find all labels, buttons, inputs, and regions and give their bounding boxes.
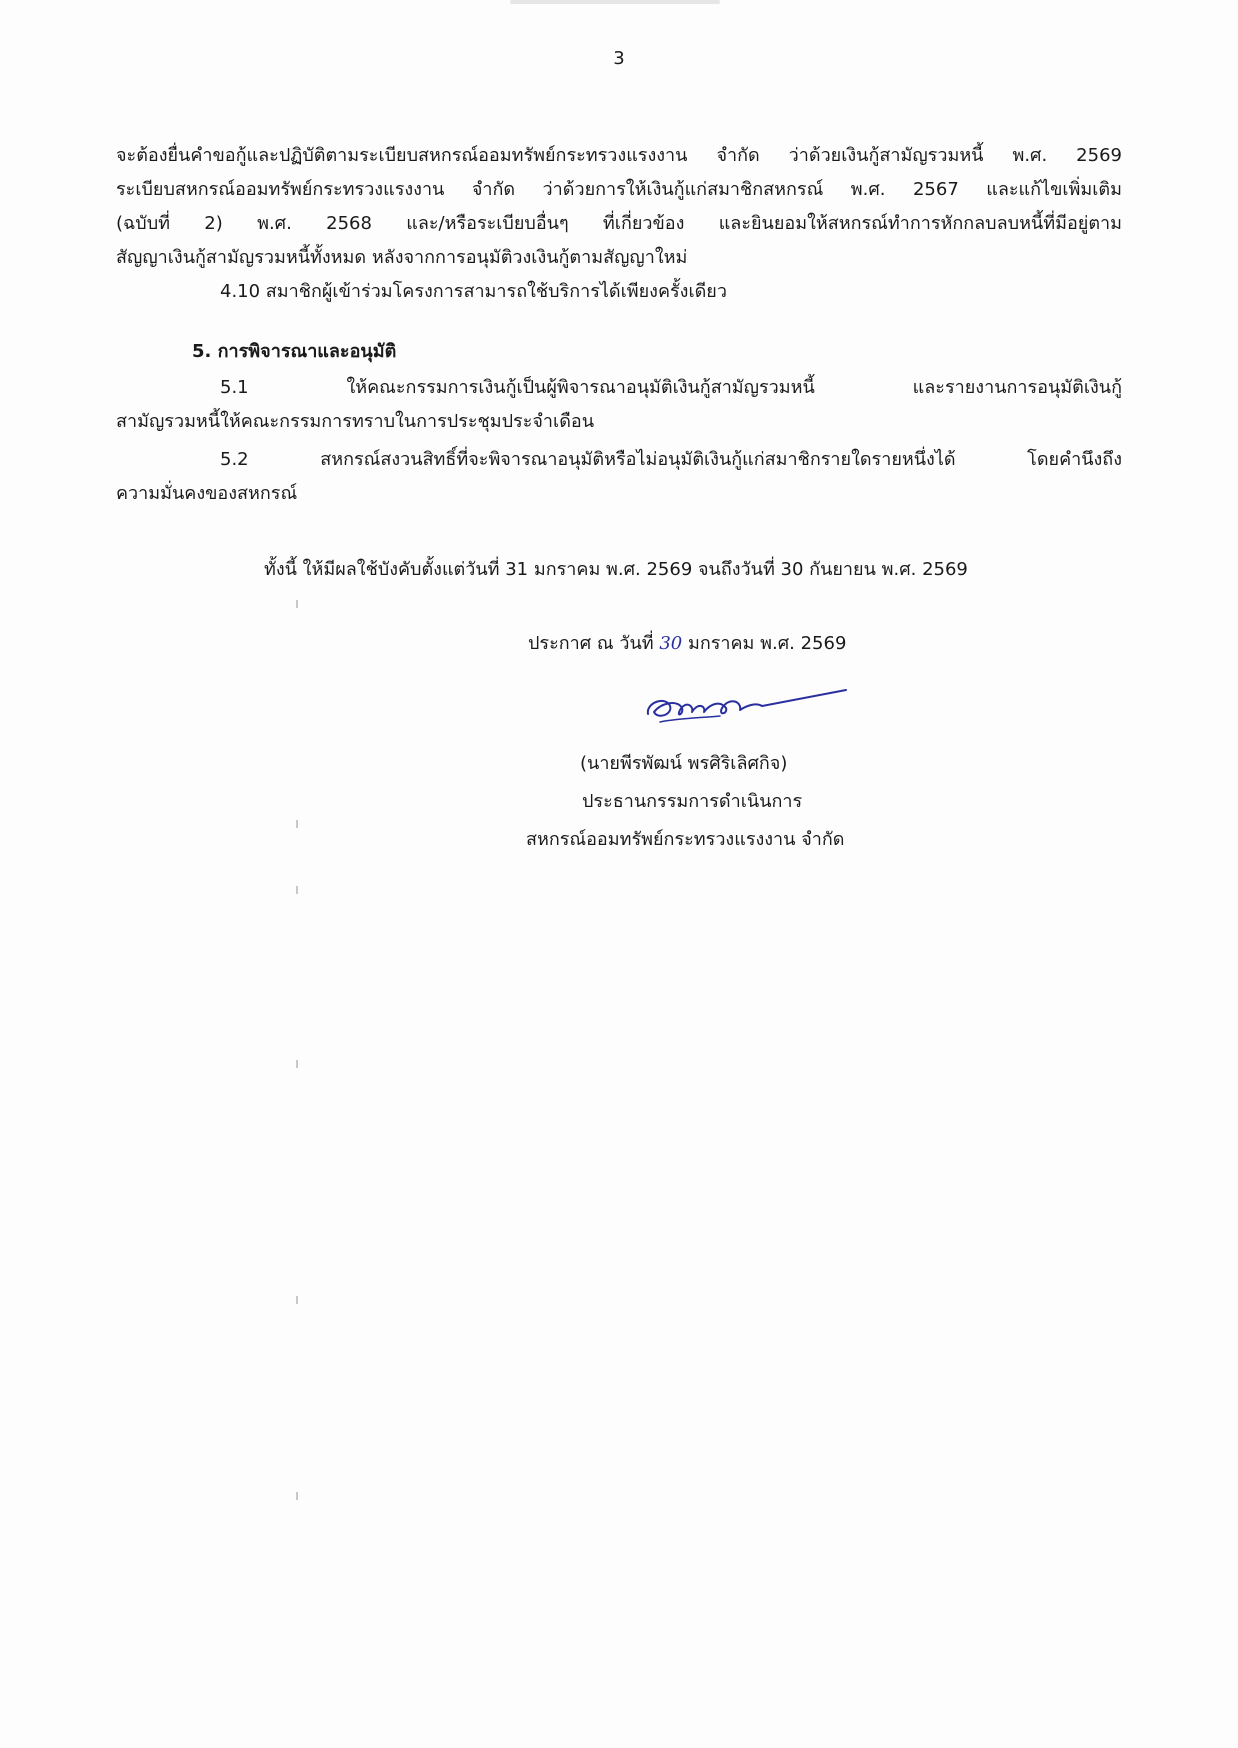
paragraph-line-1: จะต้องยื่นคำขอกู้และปฏิบัติตามระเบียบสหกรณ์ออมทรัพย์กระทรวงแรงงาน จำกัด ว่าด้วยเงินกู้สามัญรวมหนี้ พ.ศ. 2569: [116, 145, 1122, 166]
handwritten-day: 30: [659, 633, 683, 654]
scan-artifact: [296, 886, 298, 894]
scan-artifact: [296, 1492, 298, 1500]
paragraph-line-2: ระเบียบสหกรณ์ออมทรัพย์กระทรวงแรงงาน จำกัด ว่าด้วยการให้เงินกู้แก่สมาชิกสหกรณ์ พ.ศ. 2567 และแก้ไขเพิ่มเติม: [116, 179, 1122, 200]
item-5-1-line-2: สามัญรวมหนี้ให้คณะกรรมการทราบในการประชุมประจำเดือน: [116, 411, 594, 432]
page-number: 3: [613, 48, 625, 69]
scan-artifact: [296, 1296, 298, 1304]
scan-artifact: [296, 820, 298, 828]
item-5-1-line-1: 5.1 ให้คณะกรรมการเงินกู้เป็นผู้พิจารณาอนุมัติเงินกู้สามัญรวมหนี้ และรายงานการอนุมัติเงินกู้: [220, 377, 1122, 398]
item-4-10: 4.10 สมาชิกผู้เข้าร่วมโครงการสามารถใช้บริการได้เพียงครั้งเดียว: [220, 281, 727, 302]
item-5-2-line-1: 5.2 สหกรณ์สงวนสิทธิ์ที่จะพิจารณาอนุมัติหรือไม่อนุมัติเงินกู้แก่สมาชิกรายใดรายหนึ่งได้ โดยคำนึงถึง: [220, 449, 1122, 470]
section-heading: 5. การพิจารณาและอนุมัติ: [192, 341, 397, 362]
announcement-prefix: ประกาศ ณ วันที่: [528, 633, 660, 654]
effective-clause: ทั้งนี้ ให้มีผลใช้บังคับตั้งแต่วันที่ 31 มกราคม พ.ศ. 2569 จนถึงวันที่ 30 กันยายน พ.ศ. 2569: [264, 559, 968, 580]
signatory-name: (นายพีรพัฒน์ พรศิริเลิศกิจ): [580, 753, 788, 774]
signatory-position: ประธานกรรมการดำเนินการ: [582, 791, 803, 812]
scan-artifact: [510, 0, 720, 4]
scan-artifact: [296, 600, 298, 608]
paragraph-line-3: (ฉบับที่ 2) พ.ศ. 2568 และ/หรือระเบียบอื่นๆ ที่เกี่ยวข้อง และยินยอมให้สหกรณ์ทำการหักกลบลบหนี้ที่มีอยู่ตาม: [116, 213, 1122, 234]
scan-artifact: [296, 1060, 298, 1068]
announcement-suffix: มกราคม พ.ศ. 2569: [682, 633, 847, 654]
signature-image: [640, 672, 860, 732]
signatory-organization: สหกรณ์ออมทรัพย์กระทรวงแรงงาน จำกัด: [526, 829, 845, 850]
item-5-2-line-2: ความมั่นคงของสหกรณ์: [116, 483, 298, 504]
paragraph-line-4: สัญญาเงินกู้สามัญรวมหนี้ทั้งหมด หลังจากการอนุมัติวงเงินกู้ตามสัญญาใหม่: [116, 247, 688, 268]
announcement-date: [528, 632, 846, 656]
